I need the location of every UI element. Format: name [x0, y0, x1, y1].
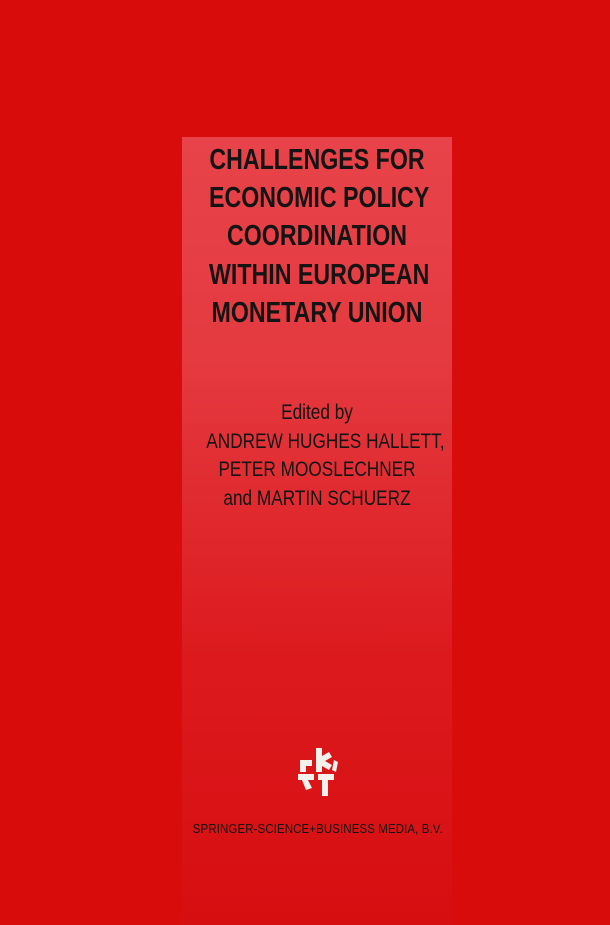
title-line: COORDINATION [226, 220, 407, 253]
title-line: ECONOMIC POLICY [209, 182, 430, 215]
title-line: MONETARY UNION [211, 296, 423, 329]
editor-name: and MARTIN SCHUERZ [223, 486, 411, 510]
publisher-name: SPRINGER-SCIENCE+BUSINESS MEDIA, B.V. [192, 822, 443, 836]
title-line: CHALLENGES FOR [209, 144, 425, 176]
edited-by-label: Edited by [281, 401, 353, 424]
editor-name: ANDREW HUGHES HALLETT, [206, 429, 445, 453]
book-title [209, 141, 430, 332]
editors-block [206, 399, 445, 513]
title-line: WITHIN EUROPEAN [209, 258, 430, 291]
editor-name: PETER MOOSLECHNER [218, 458, 416, 481]
springer-logo-icon [296, 746, 340, 798]
